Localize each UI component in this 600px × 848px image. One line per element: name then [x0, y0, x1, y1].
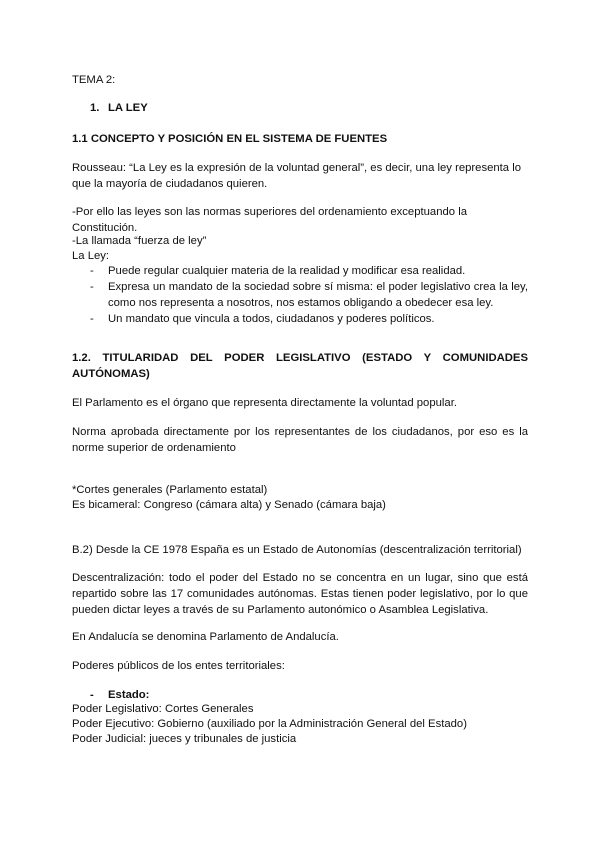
andalucia-paragraph: En Andalucía se denomina Parlamento de Andalucía.: [72, 631, 339, 643]
list-item: - Un mandato que vincula a todos, ciudadanos y poderes políticos.: [90, 313, 435, 325]
section-1-1-title: 1.1 CONCEPTO Y POSICIÓN EN EL SISTEMA DE FUENTES: [72, 133, 388, 145]
rousseau-paragraph: Rousseau: “La Ley es la expresión de la voluntad general”, es decir, una ley representa lo que la mayoría de ciudadanos quieren.: [72, 162, 522, 190]
norma-paragraph: Norma aprobada directamente por los representantes de los ciudadanos, por eso es la norme superior de ordenamiento: [72, 426, 528, 454]
poder-judicial: Poder Judicial: jueces y tribunales de justicia: [72, 733, 297, 745]
fuerza-de-ley: -La llamada “fuerza de ley”: [72, 235, 207, 247]
section-1-2-title: 1.2. TITULARIDAD DEL PODER LEGISLATIVO (ESTADO Y COMUNIDADES AUTÓNOMAS): [72, 352, 528, 380]
heading-title: LA LEY: [108, 102, 148, 114]
estado-label: Estado:: [108, 689, 150, 701]
parlamento-paragraph: El Parlamento es el órgano que representa directamente la voluntad popular.: [72, 397, 457, 409]
dash-marker: -: [90, 281, 94, 293]
heading-la-ley: [90, 100, 148, 116]
poder-legislativo: Poder Legislativo: Cortes Generales: [72, 703, 254, 715]
b2-paragraph: B.2) Desde la CE 1978 España es un Estado de Autonomías (descentralización territorial): [72, 544, 522, 556]
poder-ejecutivo: Poder Ejecutivo: Gobierno (auxiliado por la Administración General del Estado): [72, 718, 467, 730]
bicameral-line: Es bicameral: Congreso (cámara alta) y Senado (cámara baja): [72, 499, 386, 511]
heading-number: 1.: [90, 102, 100, 114]
la-ley-label: La Ley:: [72, 250, 110, 262]
tema-label: TEMA 2:: [72, 74, 116, 86]
dash-marker: -: [90, 689, 94, 701]
cortes-generales: *Cortes generales (Parlamento estatal): [72, 484, 268, 496]
dash-marker: -: [90, 265, 94, 277]
ley-list: [72, 263, 528, 327]
list-item: - Expresa un mandato de la sociedad sobre sí misma: el poder legislativo crea la ley, como nos representa a nosotros, nos estamos obligando a obedecer esa ley.: [90, 281, 528, 309]
poderes-paragraph: Poderes públicos de los entes territoriales:: [72, 660, 285, 672]
list-item: - Puede regular cualquier materia de la realidad y modificar esa realidad.: [90, 265, 466, 277]
descentralizacion-paragraph: Descentralización: todo el poder del Estado no se concentra en un lugar, sino que está repartido sobre las 17 comunidades autónomas. Estas tienen poder legislativo, por lo que pueden dictar leyes a través de su Parlamento autonómico o Asamblea Legislativa.: [72, 572, 528, 616]
dash-marker: -: [90, 313, 94, 325]
superiores-paragraph: -Por ello las leyes son las normas superiores del ordenamiento exceptuando la Constitución.: [72, 206, 467, 234]
